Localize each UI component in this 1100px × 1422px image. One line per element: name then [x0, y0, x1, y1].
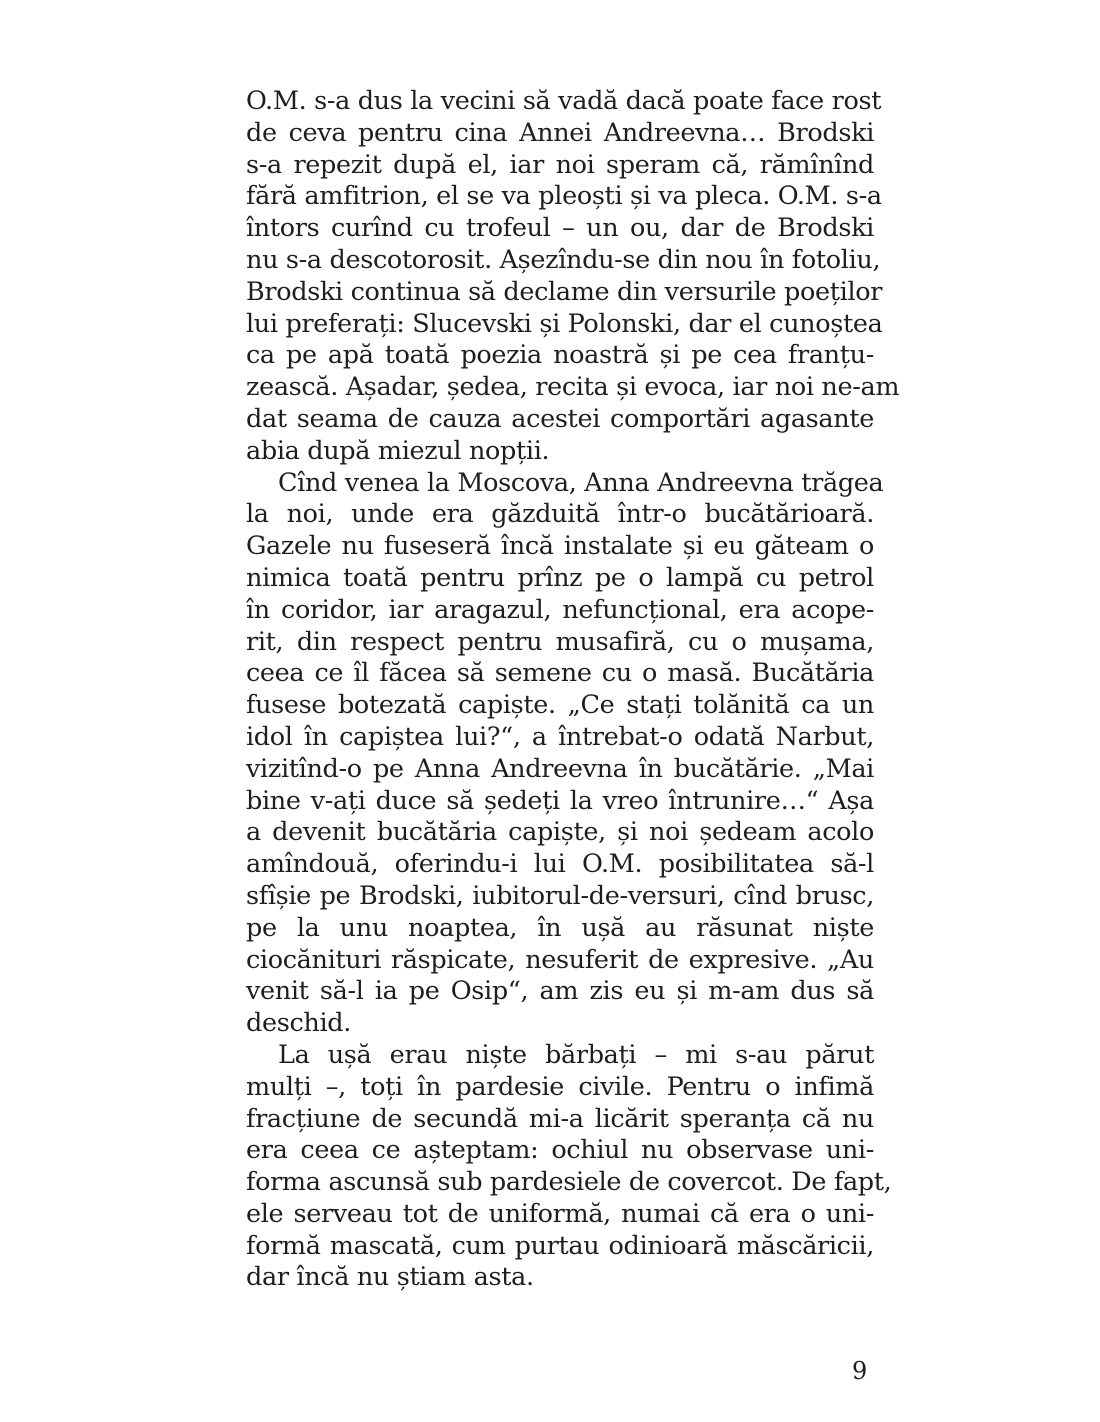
text-line: de ceva pentru cina Annei Andreevna… Brodski — [246, 117, 874, 148]
text-line: în coridor, iar aragazul, nefuncțional, era acope- — [246, 594, 874, 625]
page-number: 9 — [852, 1357, 868, 1385]
text-line: ceea ce îl făcea să semene cu o masă. Bucătăria — [246, 658, 874, 689]
text-line: ele serveau tot de uniformă, numai că era o uni- — [246, 1198, 874, 1229]
text-line: ciocănituri răspicate, nesuferit de expresive. „Au — [246, 944, 874, 975]
text-line: a devenit bucătăria capiște, și noi ședeam acolo — [246, 817, 874, 848]
text-line: rit, din respect pentru musafiră, cu o mușama, — [246, 626, 874, 657]
text-line: Cînd venea la Moscova, Anna Andreevna trăgea — [278, 467, 884, 498]
text-line: La ușă erau niște bărbați – mi s-au părut — [278, 1039, 874, 1070]
text-line: bine v-ați duce să ședeți la vreo întrunire…“ Așa — [246, 785, 874, 816]
paragraph-2 — [246, 467, 884, 1040]
text-line: venit să-l ia pe Osip“, am zis eu și m-am dus să — [246, 976, 874, 1007]
text-line: zească. Așadar, ședea, recita și evoca, iar noi ne-am — [246, 372, 900, 403]
text-line: formă mascată, cum purtau odinioară măscăricii, — [246, 1230, 874, 1261]
text-line: Gazele nu fuseseră încă instalate și eu găteam o — [246, 531, 874, 562]
text-line: ca pe apă toată poezia noastră și pe cea franțu- — [246, 340, 874, 371]
text-line: fără amfitrion, el se va pleoști și va pleca. O.M. s-a — [246, 181, 882, 212]
text-line: dar încă nu știam asta. — [246, 1262, 534, 1293]
text-line: nimica toată pentru prînz pe o lampă cu petrol — [246, 562, 874, 593]
text-line: întors curînd cu trofeul – un ou, dar de Brodski — [246, 213, 874, 244]
text-line: idol în capiștea lui?“, a întrebat-o odată Narbut, — [246, 721, 874, 752]
text-line: forma ascunsă sub pardesiele de covercot. De fapt, — [246, 1167, 892, 1198]
text-line: pe la unu noaptea, în ușă au răsunat niște — [246, 912, 874, 943]
text-line: sfîșie pe Brodski, iubitorul-de-versuri, cînd brusc, — [246, 880, 874, 911]
paragraph-3 — [246, 1039, 892, 1294]
paragraph-1 — [246, 86, 900, 468]
text-line: era ceea ce așteptam: ochiul nu observase uni- — [246, 1135, 874, 1166]
text-line: lui preferați: Slucevski și Polonski, dar el cunoștea — [246, 308, 883, 339]
text-line: abia după miezul nopții. — [246, 435, 550, 466]
text-line: Brodski continua să declame din versurile poeților — [246, 276, 883, 307]
text-line: nu s-a descotorosit. Așezîndu-se din nou în fotoliu, — [246, 244, 881, 275]
text-line: O.M. s-a dus la vecini să vadă dacă poate face rost — [246, 86, 882, 116]
text-line: la noi, unde era găzduită într-o bucătărioară. — [246, 499, 874, 530]
text-line: deschid. — [246, 1008, 351, 1039]
book-page-body — [246, 86, 900, 1294]
text-line: fracțiune de secundă mi-a licărit speranța că nu — [246, 1103, 874, 1134]
text-line: fusese botezată capiște. „Ce stați tolănită ca un — [246, 690, 874, 721]
text-line: mulți –, toți în pardesie civile. Pentru o infimă — [246, 1071, 874, 1102]
text-line: s-a repezit după el, iar noi speram că, rămînînd — [246, 149, 874, 180]
text-line: dat seama de cauza acestei comportări agasante — [246, 403, 874, 434]
text-line: vizitînd-o pe Anna Andreevna în bucătărie. „Mai — [246, 753, 874, 784]
text-line: amîndouă, oferindu-i lui O.M. posibilitatea să-l — [246, 849, 874, 880]
